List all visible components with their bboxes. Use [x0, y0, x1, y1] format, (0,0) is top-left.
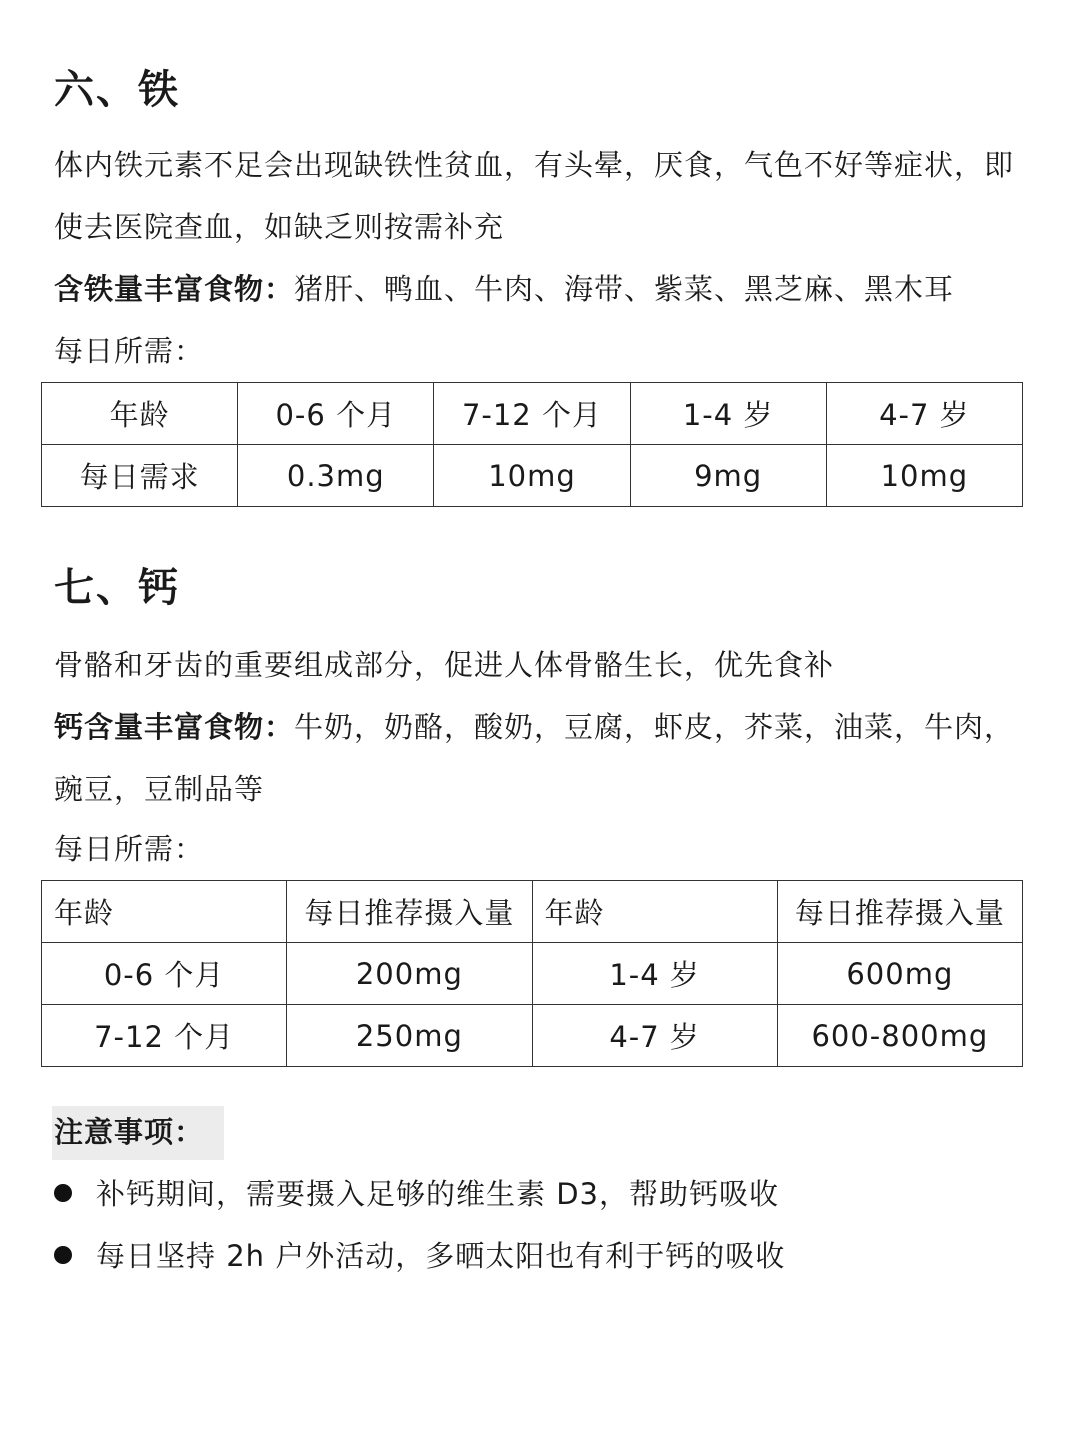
table-row	[42, 1005, 1023, 1067]
iron-foods	[54, 258, 1024, 320]
note-text: 补钙期间，需要摄入足够的维生素 D3，帮助钙吸收	[96, 1177, 780, 1211]
table-cell: 10mg	[826, 445, 1022, 507]
table-row	[42, 881, 1023, 943]
table-cell: 7-12 个月	[42, 1005, 287, 1067]
table-cell: 9mg	[630, 445, 826, 507]
calcium-table	[41, 880, 1023, 1067]
table-cell: 年龄	[532, 881, 777, 943]
table-cell: 每日推荐摄入量	[287, 881, 532, 943]
table-cell: 1-4 岁	[532, 943, 777, 1005]
calcium-foods-text: 牛奶，奶酪，酸奶，豆腐，虾皮，芥菜，油菜，牛肉，豌豆，豆制品等	[54, 710, 1015, 806]
iron-heading: 六、铁	[54, 67, 180, 113]
list-item	[54, 1236, 785, 1276]
table-row	[42, 943, 1023, 1005]
list-item	[54, 1174, 779, 1214]
notes-title: 注意事项：	[52, 1106, 224, 1160]
table-cell: 10mg	[434, 445, 630, 507]
calcium-foods	[54, 696, 1024, 820]
iron-daily-label: 每日所需：	[54, 334, 205, 368]
bullet-icon	[54, 1246, 72, 1264]
table-cell: 4-7 岁	[532, 1005, 777, 1067]
table-cell: 每日需求	[42, 445, 238, 507]
table-cell: 250mg	[287, 1005, 532, 1067]
calcium-foods-label: 钙含量丰富食物：	[54, 710, 295, 744]
bullet-icon	[54, 1184, 72, 1202]
note-text: 每日坚持 2h 户外活动，多晒太阳也有利于钙的吸收	[96, 1239, 786, 1273]
iron-description: 体内铁元素不足会出现缺铁性贫血，有头晕，厌食，气色不好等症状，即使去医院查血，如缺乏则按需补充	[54, 148, 1015, 244]
table-cell: 每日推荐摄入量	[777, 881, 1022, 943]
table-cell: 年龄	[42, 383, 238, 445]
iron-foods-label: 含铁量丰富食物：	[54, 272, 295, 306]
table-row	[42, 445, 1023, 507]
iron-table	[41, 382, 1023, 507]
table-cell: 600-800mg	[777, 1005, 1022, 1067]
iron-foods-text: 猪肝、鸭血、牛肉、海带、紫菜、黑芝麻、黑木耳	[294, 272, 955, 306]
calcium-heading: 七、钙	[54, 565, 180, 611]
table-cell: 600mg	[777, 943, 1022, 1005]
calcium-daily-label: 每日所需：	[54, 832, 205, 866]
table-cell: 年龄	[42, 881, 287, 943]
table-row	[42, 383, 1023, 445]
table-cell: 0-6 个月	[42, 943, 287, 1005]
table-cell: 0.3mg	[238, 445, 434, 507]
table-cell: 1-4 岁	[630, 383, 826, 445]
calcium-description: 骨骼和牙齿的重要组成部分，促进人体骨骼生长，优先食补	[54, 648, 835, 682]
table-cell: 0-6 个月	[238, 383, 434, 445]
table-cell: 7-12 个月	[434, 383, 630, 445]
table-cell: 200mg	[287, 943, 532, 1005]
table-cell: 4-7 岁	[826, 383, 1022, 445]
